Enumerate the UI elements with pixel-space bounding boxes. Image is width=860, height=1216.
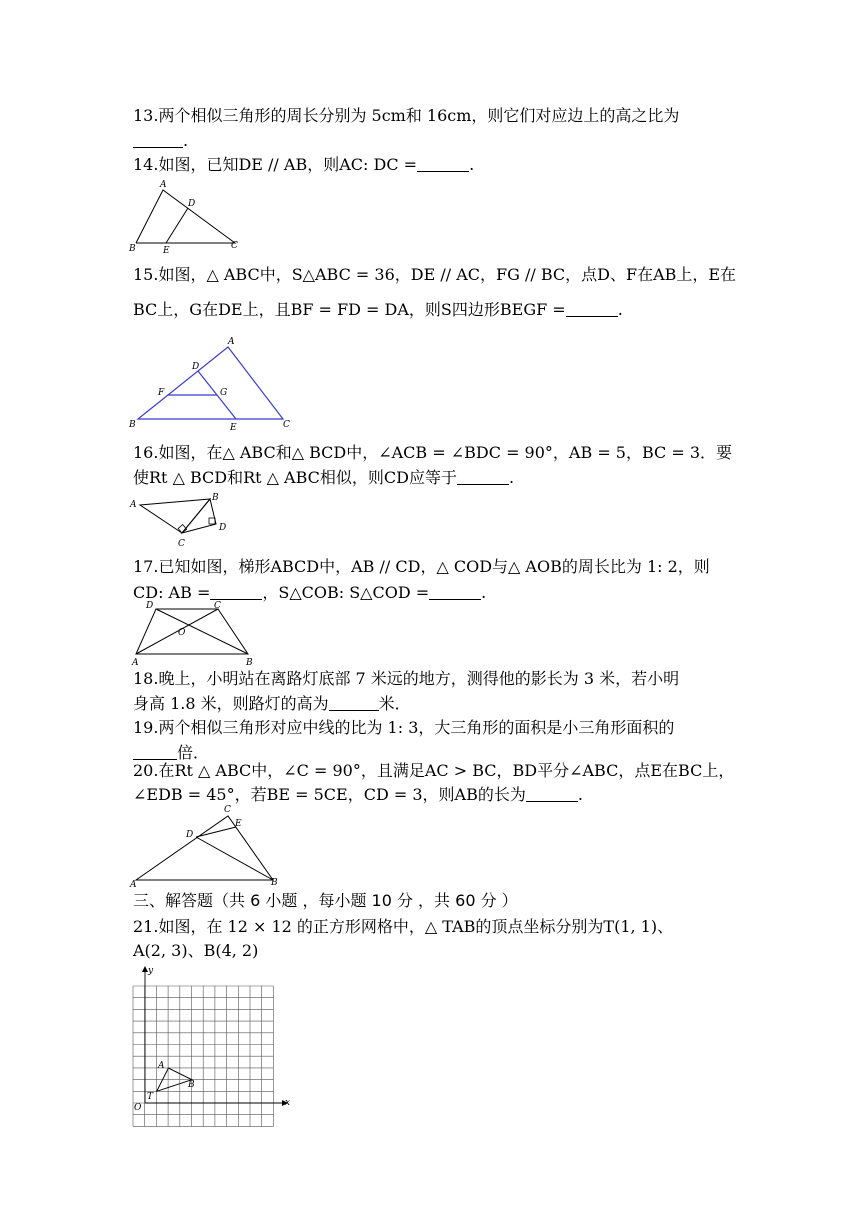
- q15-label-a: A: [228, 337, 235, 347]
- q15-label-c: C: [283, 420, 290, 430]
- q13-answer-blank[interactable]: [133, 131, 183, 148]
- q16-label-d: D: [219, 523, 227, 533]
- q17-trapezoid: [136, 609, 248, 654]
- q15-label-b: B: [129, 420, 136, 430]
- q20-segment-bd: [196, 837, 273, 880]
- q21-label-b: B: [188, 1080, 195, 1090]
- q16-label-b: B: [212, 493, 219, 503]
- q16-label-a: A: [130, 500, 137, 510]
- q20-answer-blank[interactable]: [526, 785, 578, 802]
- q16-right-angle-d: [209, 518, 215, 524]
- q17-answer-blank-1[interactable]: [210, 583, 262, 600]
- q20-label-a: A: [130, 880, 137, 890]
- q17-answer-blank-2[interactable]: [429, 583, 481, 600]
- q17-label-d: D: [146, 601, 154, 611]
- q15-figure: [128, 337, 303, 432]
- q17-diagonal-bd: [156, 609, 248, 654]
- q20-line1: 20.在Rt △ ABC中，∠C = 90°，且满足AC > BC，BD平分∠ABC，点E在BC上，: [133, 761, 735, 780]
- q14-answer-blank[interactable]: [417, 155, 469, 172]
- q13-line1: 13.两个相似三角形的周长分别为 5cm和 16cm，则它们对应边上的高之比为: [133, 106, 680, 125]
- q21-label-x: x: [285, 1098, 291, 1108]
- q14-triangle: [136, 190, 235, 243]
- q18-line1: 18.晚上，小明站在离路灯底部 7 米远的地方，测得他的影长为 3 米，若小明: [133, 669, 680, 688]
- q16-figure: [128, 490, 238, 550]
- q15-label-f: F: [158, 388, 165, 398]
- q19-line2: 倍．: [133, 740, 209, 766]
- q19-line1: 19.两个相似三角形对应中线的比为 1: 3，大三角形的面积是小三角形面积的: [133, 718, 675, 737]
- q14-text: 14.如图，已知DE // AB，则AC: DC = .: [133, 155, 475, 174]
- q17-line2: CD: AB = ，S△COB: S△COD = .: [133, 583, 487, 602]
- q20-line2: ∠EDB = 45°，若BE = 5CE，CD = 3，则AB的长为 .: [133, 785, 583, 804]
- q20-label-b: B: [271, 878, 278, 888]
- q16-triangle-bcd: [182, 499, 216, 533]
- q14-label-d: D: [188, 199, 196, 209]
- q17-label-o: O: [178, 628, 186, 638]
- q17-figure: [128, 599, 258, 669]
- q15-line1: 15.如图，△ ABC中，S△ABC = 36，DE // AC，FG // BC，点D、F在AB上，E在: [133, 265, 737, 284]
- q18-answer-blank[interactable]: [329, 694, 379, 711]
- q21-grid-figure: [128, 964, 298, 1114]
- q20-label-e: E: [235, 819, 242, 829]
- q15-answer-blank[interactable]: [566, 300, 618, 317]
- q14-label-a: A: [160, 180, 167, 190]
- q16-label-c: C: [178, 539, 185, 549]
- q14-label-b: B: [129, 244, 136, 254]
- q20-label-c: C: [224, 805, 231, 815]
- q13-line2: .: [133, 128, 188, 154]
- q14-figure: [128, 178, 258, 254]
- q21-label-o: O: [134, 1103, 142, 1113]
- q17-line1: 17.已知如图，梯形ABCD中，AB // CD，△ COD与△ AOB的周长比为 1: 2，则: [133, 557, 710, 576]
- q17-label-c: C: [214, 601, 221, 611]
- q21-label-t: T: [147, 1092, 154, 1102]
- q18-line2: 身高 1.8 米，则路灯的高为 米．: [133, 694, 411, 713]
- q15-label-g: G: [220, 388, 228, 398]
- q16-line2: 使Rt △ BCD和Rt △ ABC相似，则CD应等于 .: [133, 468, 515, 487]
- q21-grid: [133, 986, 273, 1126]
- q17-diagonal-ac: [136, 609, 218, 654]
- q20-figure: [128, 803, 288, 888]
- q21-line2: A(2, 3)、B(4, 2): [133, 941, 259, 960]
- q15-triangle: [138, 347, 283, 419]
- q16-line1: 16.如图，在△ ABC和△ BCD中，∠ACB = ∠BDC = 90°，AB = 5，BC = 3．要: [133, 443, 733, 462]
- q16-answer-blank[interactable]: [457, 468, 509, 485]
- section-3-heading: 三、解答题（共 6 小题 ，每小题 10 分 ，共 60 分 ）: [133, 891, 518, 910]
- q21-label-y: y: [148, 966, 154, 976]
- q20-label-d: D: [186, 830, 194, 840]
- q21-label-a: A: [158, 1061, 165, 1071]
- q14-label-e: E: [163, 246, 170, 256]
- q20-triangle: [136, 816, 273, 880]
- q15-line2: BC上，G在DE上，且BF = FD = DA，则S四边形BEGF = .: [133, 300, 623, 319]
- q21-line1: 21.如图，在 12 × 12 的正方形网格中，△ TAB的顶点坐标分别为T(1, 1)、: [133, 917, 674, 936]
- q17-label-b: B: [246, 658, 253, 668]
- q17-label-a: A: [132, 658, 139, 668]
- q14-segment-de: [166, 208, 188, 243]
- q14-label-c: C: [231, 241, 238, 251]
- q20-segment-de: [196, 827, 236, 837]
- q15-label-e: E: [230, 423, 237, 433]
- q15-label-d: D: [192, 362, 200, 372]
